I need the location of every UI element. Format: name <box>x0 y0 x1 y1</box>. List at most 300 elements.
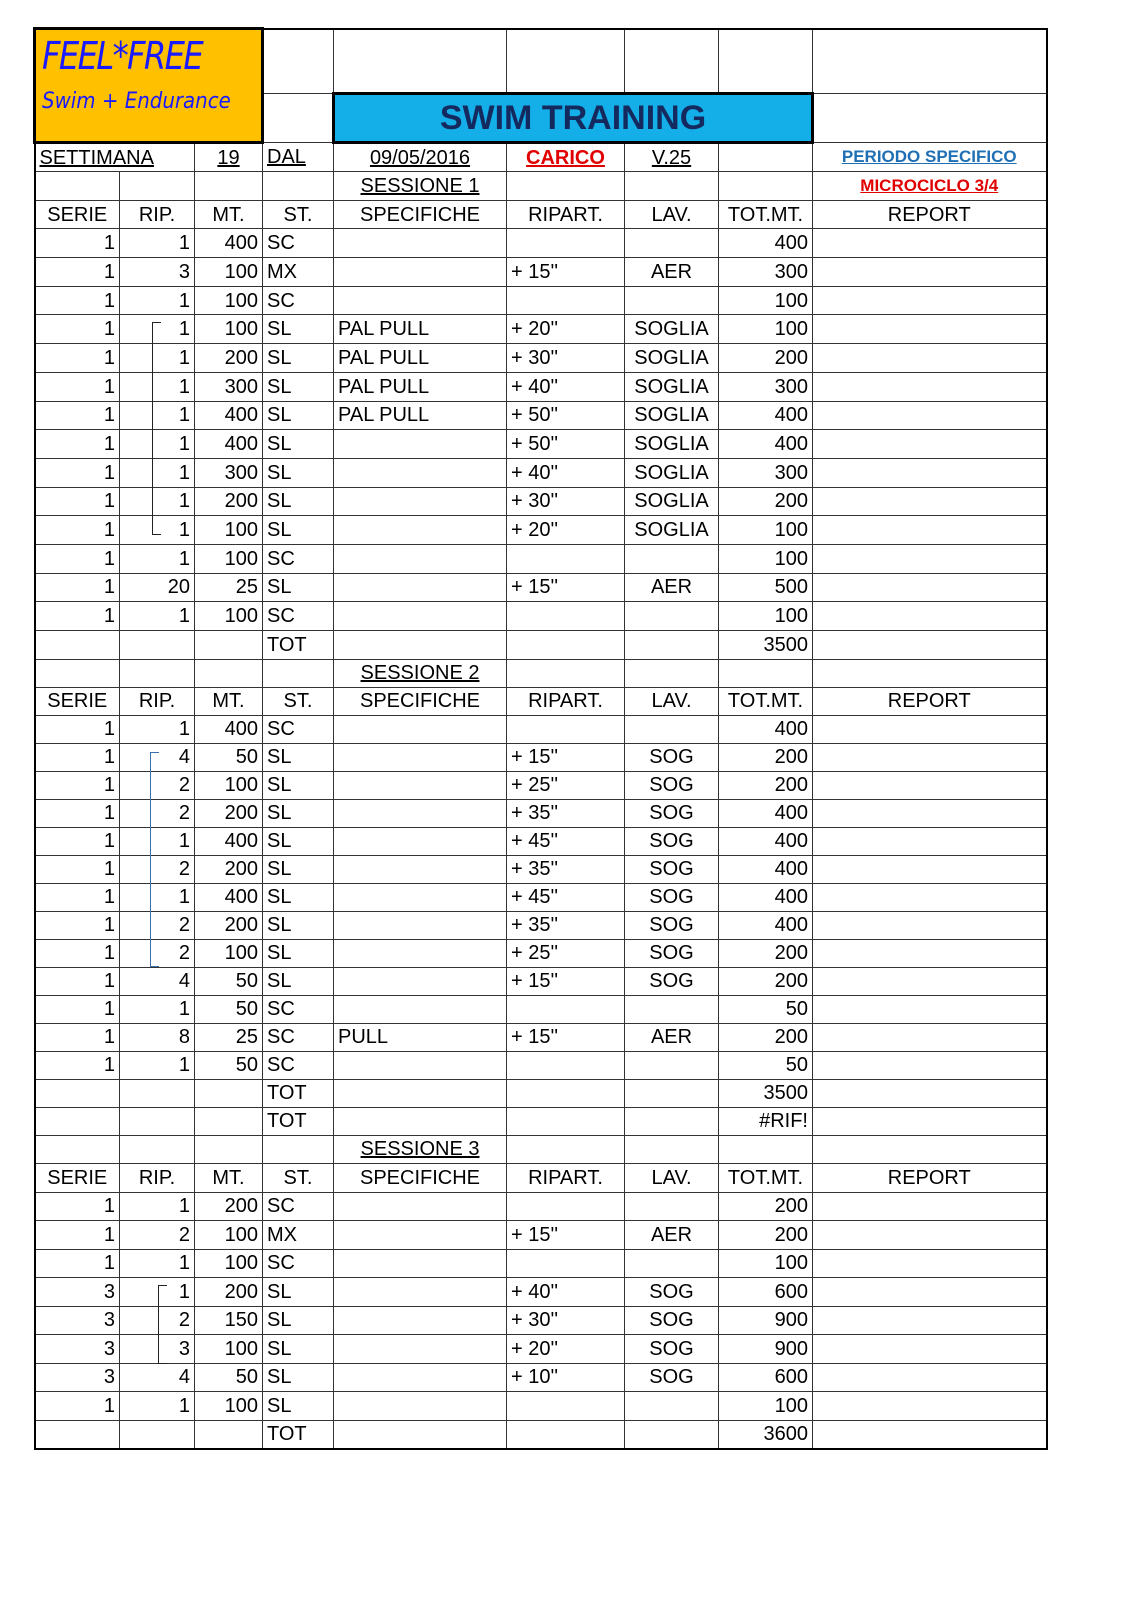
data-cell[interactable] <box>625 229 719 258</box>
data-cell[interactable]: 900 <box>719 1335 813 1364</box>
cell[interactable] <box>625 172 719 201</box>
data-cell[interactable]: 50 <box>195 1363 263 1392</box>
data-cell[interactable]: 1 <box>35 516 120 545</box>
report-cell[interactable] <box>813 401 1047 430</box>
data-cell[interactable]: 4 <box>120 967 195 995</box>
data-cell[interactable]: PAL PULL <box>334 401 507 430</box>
report-cell[interactable] <box>813 631 1047 660</box>
data-cell[interactable]: SL <box>263 1335 334 1364</box>
data-cell[interactable] <box>334 1051 507 1079</box>
data-cell[interactable]: 50 <box>719 1051 813 1079</box>
data-cell[interactable]: SOG <box>625 743 719 771</box>
data-cell[interactable]: 2 <box>120 771 195 799</box>
data-cell[interactable]: 1 <box>35 544 120 573</box>
report-cell[interactable] <box>813 544 1047 573</box>
data-cell[interactable]: 150 <box>195 1306 263 1335</box>
data-cell[interactable]: SOG <box>625 939 719 967</box>
data-cell[interactable]: #RIF! <box>719 1107 813 1135</box>
data-cell[interactable]: 100 <box>719 602 813 631</box>
data-cell[interactable]: 400 <box>719 883 813 911</box>
data-cell[interactable] <box>625 602 719 631</box>
report-cell[interactable] <box>813 1278 1047 1307</box>
data-cell[interactable]: 300 <box>195 458 263 487</box>
data-cell[interactable]: 200 <box>195 799 263 827</box>
data-cell[interactable] <box>195 1079 263 1107</box>
data-cell[interactable]: 200 <box>719 743 813 771</box>
cell[interactable] <box>625 659 719 687</box>
data-cell[interactable]: MX <box>263 258 334 287</box>
data-cell[interactable]: 400 <box>719 401 813 430</box>
data-cell[interactable]: AER <box>625 1023 719 1051</box>
data-cell[interactable]: 1 <box>35 487 120 516</box>
data-cell[interactable]: 3 <box>120 1335 195 1364</box>
data-cell[interactable]: 1 <box>35 715 120 743</box>
data-cell[interactable]: SOG <box>625 799 719 827</box>
data-cell[interactable]: 1 <box>35 315 120 344</box>
data-cell[interactable]: SL <box>263 911 334 939</box>
data-cell[interactable] <box>625 715 719 743</box>
cell[interactable] <box>507 1135 625 1164</box>
data-cell[interactable] <box>35 1420 120 1449</box>
data-cell[interactable] <box>334 516 507 545</box>
data-cell[interactable]: SL <box>263 1363 334 1392</box>
data-cell[interactable]: 1 <box>120 458 195 487</box>
data-cell[interactable] <box>334 715 507 743</box>
cell[interactable] <box>195 172 263 201</box>
data-cell[interactable]: 4 <box>120 1363 195 1392</box>
data-cell[interactable]: 100 <box>719 286 813 315</box>
data-cell[interactable]: 1 <box>120 229 195 258</box>
cell[interactable] <box>263 1135 334 1164</box>
data-cell[interactable] <box>507 1392 625 1421</box>
cell[interactable] <box>334 29 507 94</box>
data-cell[interactable]: 1 <box>35 939 120 967</box>
data-cell[interactable]: 100 <box>719 1392 813 1421</box>
cell[interactable] <box>813 94 1047 143</box>
data-cell[interactable] <box>334 995 507 1023</box>
data-cell[interactable] <box>334 487 507 516</box>
report-cell[interactable] <box>813 827 1047 855</box>
data-cell[interactable]: 200 <box>719 487 813 516</box>
data-cell[interactable]: 200 <box>719 1221 813 1250</box>
cell[interactable] <box>813 659 1047 687</box>
data-cell[interactable]: + 50'' <box>507 430 625 459</box>
data-cell[interactable]: 400 <box>719 799 813 827</box>
data-cell[interactable]: + 15'' <box>507 573 625 602</box>
data-cell[interactable]: PAL PULL <box>334 315 507 344</box>
data-cell[interactable]: 1 <box>120 315 195 344</box>
data-cell[interactable]: SOG <box>625 855 719 883</box>
data-cell[interactable]: SOGLIA <box>625 401 719 430</box>
report-cell[interactable] <box>813 229 1047 258</box>
data-cell[interactable]: 1 <box>35 372 120 401</box>
data-cell[interactable] <box>625 1249 719 1278</box>
data-cell[interactable]: + 35'' <box>507 911 625 939</box>
data-cell[interactable]: + 25'' <box>507 771 625 799</box>
data-cell[interactable] <box>334 229 507 258</box>
data-cell[interactable]: MX <box>263 1221 334 1250</box>
data-cell[interactable] <box>507 229 625 258</box>
data-cell[interactable]: 900 <box>719 1306 813 1335</box>
data-cell[interactable] <box>507 715 625 743</box>
data-cell[interactable]: SL <box>263 939 334 967</box>
data-cell[interactable]: SOG <box>625 883 719 911</box>
data-cell[interactable] <box>195 1107 263 1135</box>
data-cell[interactable]: 1 <box>35 401 120 430</box>
data-cell[interactable]: SL <box>263 967 334 995</box>
data-cell[interactable]: 3 <box>35 1335 120 1364</box>
data-cell[interactable]: 400 <box>719 229 813 258</box>
data-cell[interactable] <box>507 1079 625 1107</box>
data-cell[interactable] <box>507 1192 625 1221</box>
data-cell[interactable]: SC <box>263 229 334 258</box>
data-cell[interactable]: 1 <box>35 286 120 315</box>
report-cell[interactable] <box>813 995 1047 1023</box>
data-cell[interactable]: + 50'' <box>507 401 625 430</box>
report-cell[interactable] <box>813 771 1047 799</box>
data-cell[interactable]: AER <box>625 1221 719 1250</box>
data-cell[interactable] <box>334 573 507 602</box>
data-cell[interactable]: + 15'' <box>507 1221 625 1250</box>
data-cell[interactable]: SL <box>263 401 334 430</box>
data-cell[interactable]: 100 <box>195 939 263 967</box>
data-cell[interactable]: 100 <box>195 1392 263 1421</box>
data-cell[interactable] <box>507 1051 625 1079</box>
data-cell[interactable]: 1 <box>35 911 120 939</box>
data-cell[interactable]: 1 <box>35 799 120 827</box>
data-cell[interactable] <box>507 544 625 573</box>
data-cell[interactable]: SC <box>263 286 334 315</box>
data-cell[interactable]: 200 <box>719 939 813 967</box>
cell[interactable] <box>263 29 334 94</box>
report-cell[interactable] <box>813 1221 1047 1250</box>
data-cell[interactable] <box>334 771 507 799</box>
report-cell[interactable] <box>813 1051 1047 1079</box>
cell[interactable] <box>195 1135 263 1164</box>
report-cell[interactable] <box>813 1023 1047 1051</box>
cell[interactable] <box>120 1135 195 1164</box>
data-cell[interactable]: 20 <box>120 573 195 602</box>
data-cell[interactable]: SOG <box>625 827 719 855</box>
data-cell[interactable]: 50 <box>719 995 813 1023</box>
data-cell[interactable] <box>625 1079 719 1107</box>
data-cell[interactable]: 200 <box>195 1278 263 1307</box>
data-cell[interactable] <box>625 286 719 315</box>
data-cell[interactable]: 1 <box>35 1192 120 1221</box>
data-cell[interactable]: 1 <box>120 883 195 911</box>
cell[interactable] <box>719 29 813 94</box>
data-cell[interactable]: SL <box>263 430 334 459</box>
data-cell[interactable]: TOT <box>263 1079 334 1107</box>
cell[interactable] <box>507 172 625 201</box>
data-cell[interactable]: 1 <box>35 1221 120 1250</box>
data-cell[interactable]: SC <box>263 995 334 1023</box>
cell[interactable] <box>120 659 195 687</box>
data-cell[interactable] <box>507 602 625 631</box>
data-cell[interactable]: SL <box>263 315 334 344</box>
data-cell[interactable] <box>334 743 507 771</box>
data-cell[interactable]: 200 <box>195 1192 263 1221</box>
data-cell[interactable] <box>35 1079 120 1107</box>
data-cell[interactable] <box>334 855 507 883</box>
data-cell[interactable]: 300 <box>719 258 813 287</box>
data-cell[interactable] <box>507 631 625 660</box>
cell[interactable] <box>507 659 625 687</box>
cell[interactable] <box>625 29 719 94</box>
data-cell[interactable]: 400 <box>719 911 813 939</box>
data-cell[interactable]: + 30'' <box>507 487 625 516</box>
data-cell[interactable] <box>625 995 719 1023</box>
report-cell[interactable] <box>813 883 1047 911</box>
data-cell[interactable]: + 25'' <box>507 939 625 967</box>
data-cell[interactable]: 100 <box>195 1249 263 1278</box>
data-cell[interactable]: 1 <box>35 967 120 995</box>
cell[interactable] <box>507 29 625 94</box>
data-cell[interactable]: 2 <box>120 799 195 827</box>
report-cell[interactable] <box>813 939 1047 967</box>
data-cell[interactable]: 1 <box>35 602 120 631</box>
data-cell[interactable] <box>334 1249 507 1278</box>
data-cell[interactable]: 100 <box>195 771 263 799</box>
data-cell[interactable]: SL <box>263 516 334 545</box>
data-cell[interactable]: 1 <box>120 995 195 1023</box>
data-cell[interactable]: 100 <box>195 286 263 315</box>
data-cell[interactable]: AER <box>625 258 719 287</box>
data-cell[interactable]: SC <box>263 602 334 631</box>
data-cell[interactable]: + 15'' <box>507 258 625 287</box>
data-cell[interactable]: SL <box>263 1392 334 1421</box>
report-cell[interactable] <box>813 1079 1047 1107</box>
data-cell[interactable]: + 40'' <box>507 458 625 487</box>
data-cell[interactable] <box>334 967 507 995</box>
data-cell[interactable] <box>334 827 507 855</box>
data-cell[interactable]: TOT <box>263 1107 334 1135</box>
data-cell[interactable]: 50 <box>195 995 263 1023</box>
cell[interactable] <box>263 659 334 687</box>
data-cell[interactable] <box>334 799 507 827</box>
data-cell[interactable] <box>334 1192 507 1221</box>
data-cell[interactable]: 500 <box>719 573 813 602</box>
cell[interactable] <box>35 172 120 201</box>
report-cell[interactable] <box>813 743 1047 771</box>
data-cell[interactable] <box>334 1363 507 1392</box>
data-cell[interactable]: SOG <box>625 911 719 939</box>
data-cell[interactable] <box>334 939 507 967</box>
data-cell[interactable]: 100 <box>719 544 813 573</box>
data-cell[interactable]: 200 <box>719 771 813 799</box>
report-cell[interactable] <box>813 1335 1047 1364</box>
data-cell[interactable] <box>120 1079 195 1107</box>
data-cell[interactable]: 200 <box>719 967 813 995</box>
data-cell[interactable]: SL <box>263 883 334 911</box>
data-cell[interactable]: 400 <box>719 430 813 459</box>
data-cell[interactable]: 3 <box>120 258 195 287</box>
data-cell[interactable]: 1 <box>35 573 120 602</box>
data-cell[interactable]: TOT <box>263 631 334 660</box>
data-cell[interactable]: + 10'' <box>507 1363 625 1392</box>
data-cell[interactable]: TOT <box>263 1420 334 1449</box>
cell[interactable] <box>263 94 334 143</box>
data-cell[interactable]: 1 <box>35 458 120 487</box>
data-cell[interactable] <box>334 1392 507 1421</box>
data-cell[interactable] <box>507 1420 625 1449</box>
data-cell[interactable]: 1 <box>120 1278 195 1307</box>
data-cell[interactable]: 300 <box>719 372 813 401</box>
data-cell[interactable]: 1 <box>120 430 195 459</box>
report-cell[interactable] <box>813 1392 1047 1421</box>
data-cell[interactable] <box>334 458 507 487</box>
data-cell[interactable]: SOG <box>625 771 719 799</box>
report-cell[interactable] <box>813 1107 1047 1135</box>
cell[interactable] <box>120 172 195 201</box>
data-cell[interactable]: 2 <box>120 855 195 883</box>
data-cell[interactable]: SOG <box>625 1335 719 1364</box>
data-cell[interactable]: 400 <box>719 855 813 883</box>
data-cell[interactable]: 400 <box>195 401 263 430</box>
data-cell[interactable]: 1 <box>120 344 195 373</box>
data-cell[interactable]: SC <box>263 1023 334 1051</box>
data-cell[interactable] <box>507 286 625 315</box>
data-cell[interactable]: 50 <box>195 743 263 771</box>
data-cell[interactable]: 3500 <box>719 631 813 660</box>
data-cell[interactable]: SOG <box>625 1306 719 1335</box>
data-cell[interactable]: + 15'' <box>507 967 625 995</box>
data-cell[interactable]: 400 <box>195 430 263 459</box>
data-cell[interactable]: SL <box>263 799 334 827</box>
data-cell[interactable]: 1 <box>120 1392 195 1421</box>
data-cell[interactable]: 4 <box>120 743 195 771</box>
data-cell[interactable] <box>334 1107 507 1135</box>
data-cell[interactable]: 200 <box>719 344 813 373</box>
data-cell[interactable] <box>625 1051 719 1079</box>
cell[interactable] <box>813 29 1047 94</box>
cell[interactable] <box>35 1135 120 1164</box>
data-cell[interactable]: SC <box>263 715 334 743</box>
cell[interactable] <box>35 659 120 687</box>
data-cell[interactable]: 400 <box>719 827 813 855</box>
data-cell[interactable]: PULL <box>334 1023 507 1051</box>
data-cell[interactable] <box>334 1306 507 1335</box>
data-cell[interactable]: PAL PULL <box>334 372 507 401</box>
data-cell[interactable] <box>334 602 507 631</box>
data-cell[interactable] <box>507 1249 625 1278</box>
data-cell[interactable]: 200 <box>195 344 263 373</box>
data-cell[interactable] <box>334 258 507 287</box>
data-cell[interactable]: 3 <box>35 1363 120 1392</box>
report-cell[interactable] <box>813 516 1047 545</box>
data-cell[interactable] <box>334 430 507 459</box>
report-cell[interactable] <box>813 372 1047 401</box>
data-cell[interactable]: SL <box>263 1306 334 1335</box>
data-cell[interactable] <box>120 1107 195 1135</box>
data-cell[interactable]: 1 <box>35 344 120 373</box>
data-cell[interactable]: 200 <box>719 1192 813 1221</box>
data-cell[interactable]: SC <box>263 1249 334 1278</box>
data-cell[interactable]: 3 <box>35 1278 120 1307</box>
data-cell[interactable]: + 40'' <box>507 1278 625 1307</box>
data-cell[interactable] <box>625 1192 719 1221</box>
cell[interactable] <box>719 172 813 201</box>
data-cell[interactable]: 300 <box>195 372 263 401</box>
data-cell[interactable] <box>625 544 719 573</box>
data-cell[interactable]: + 15'' <box>507 1023 625 1051</box>
data-cell[interactable]: 3 <box>35 1306 120 1335</box>
report-cell[interactable] <box>813 487 1047 516</box>
cell[interactable] <box>813 1135 1047 1164</box>
data-cell[interactable] <box>334 286 507 315</box>
cell[interactable] <box>625 1135 719 1164</box>
data-cell[interactable] <box>334 1420 507 1449</box>
data-cell[interactable]: SOGLIA <box>625 315 719 344</box>
data-cell[interactable]: 1 <box>35 1249 120 1278</box>
data-cell[interactable] <box>334 544 507 573</box>
data-cell[interactable]: SL <box>263 855 334 883</box>
data-cell[interactable] <box>625 1420 719 1449</box>
data-cell[interactable] <box>334 1335 507 1364</box>
data-cell[interactable]: + 35'' <box>507 799 625 827</box>
data-cell[interactable] <box>507 1107 625 1135</box>
data-cell[interactable]: 400 <box>195 229 263 258</box>
data-cell[interactable]: 100 <box>719 315 813 344</box>
report-cell[interactable] <box>813 286 1047 315</box>
report-cell[interactable] <box>813 715 1047 743</box>
data-cell[interactable]: 1 <box>35 430 120 459</box>
data-cell[interactable]: SL <box>263 372 334 401</box>
report-cell[interactable] <box>813 855 1047 883</box>
data-cell[interactable]: SOGLIA <box>625 516 719 545</box>
cell[interactable] <box>719 1135 813 1164</box>
data-cell[interactable] <box>195 1420 263 1449</box>
data-cell[interactable]: 1 <box>35 1051 120 1079</box>
data-cell[interactable] <box>195 631 263 660</box>
report-cell[interactable] <box>813 1192 1047 1221</box>
data-cell[interactable] <box>625 1107 719 1135</box>
cell[interactable] <box>263 172 334 201</box>
data-cell[interactable]: 1 <box>120 1192 195 1221</box>
data-cell[interactable]: 100 <box>195 1221 263 1250</box>
data-cell[interactable]: + 45'' <box>507 827 625 855</box>
report-cell[interactable] <box>813 602 1047 631</box>
data-cell[interactable]: 100 <box>195 544 263 573</box>
data-cell[interactable]: + 40'' <box>507 372 625 401</box>
data-cell[interactable]: SOGLIA <box>625 344 719 373</box>
data-cell[interactable]: 400 <box>195 715 263 743</box>
data-cell[interactable]: 200 <box>195 487 263 516</box>
report-cell[interactable] <box>813 430 1047 459</box>
data-cell[interactable]: 1 <box>35 229 120 258</box>
data-cell[interactable]: SL <box>263 573 334 602</box>
data-cell[interactable] <box>507 995 625 1023</box>
data-cell[interactable] <box>35 1107 120 1135</box>
data-cell[interactable]: 1 <box>35 1392 120 1421</box>
report-cell[interactable] <box>813 967 1047 995</box>
data-cell[interactable]: 600 <box>719 1278 813 1307</box>
data-cell[interactable]: 1 <box>120 544 195 573</box>
data-cell[interactable]: 400 <box>195 827 263 855</box>
data-cell[interactable] <box>334 883 507 911</box>
data-cell[interactable]: SOGLIA <box>625 458 719 487</box>
data-cell[interactable]: 100 <box>719 1249 813 1278</box>
data-cell[interactable]: SOG <box>625 967 719 995</box>
data-cell[interactable]: 400 <box>195 883 263 911</box>
start-date[interactable]: 09/05/2016 <box>334 143 507 172</box>
report-cell[interactable] <box>813 315 1047 344</box>
data-cell[interactable]: SL <box>263 743 334 771</box>
report-cell[interactable] <box>813 1249 1047 1278</box>
data-cell[interactable]: SC <box>263 1051 334 1079</box>
report-cell[interactable] <box>813 344 1047 373</box>
data-cell[interactable] <box>120 631 195 660</box>
